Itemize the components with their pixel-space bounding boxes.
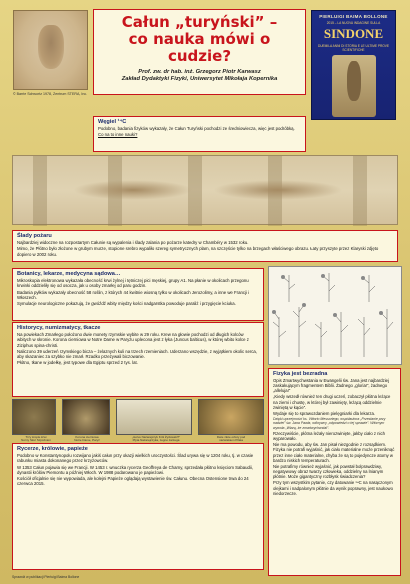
- plant-sketch: [358, 317, 370, 357]
- slady-title: Ślady pożaru: [17, 233, 52, 239]
- photo-coins-pilate: [198, 399, 264, 435]
- rycerze-p2: W 1353 Całun pojawia się we Francji. W 1453 r. wnuczka rycerza Geoffreya de Charny, sprzedała płótno księciom Sabaudii, dynastii królów Piemontu a później Włoch. W 1988 podarowano je papieżowi.: [17, 464, 254, 475]
- botanicy-title: Botanicy, lekarze, medycyna sądowa…: [17, 271, 121, 277]
- plant-sketch: [283, 275, 295, 302]
- flower: [272, 310, 276, 314]
- photo-row: [12, 399, 264, 441]
- rycerze-p3: Kościół oficjalnie się nie wypowiada, ale kolejni Papieże oglądają wystawienie św. Całunu. Obecna Ostensione trwa do 24 czerwca 2015.: [17, 476, 249, 487]
- flower: [321, 274, 325, 278]
- plant-sketch: [335, 312, 348, 357]
- flower: [302, 303, 306, 307]
- photo-caption: Trzy krople krwi Norny Słoń Szpóżnion: [21, 435, 51, 443]
- wegiel-title: Węgiel ¹⁴C: [98, 119, 127, 125]
- slady-p1: Najbardziej widoczne na rozpostartym Całunie są wypalenia i ślady zalania po pożarze katedry w Chambéry w 1532 roku.: [17, 240, 249, 245]
- rycerze-title: Rycerze, królowie, papieże: [17, 446, 88, 452]
- book-tagline: DUEMILA ANNI DI STORIA E LE ULTIME PROVE SCIENTIFICHE: [317, 44, 390, 52]
- fizyka-p1: Opis Zmartwychwstania w Ewangelii św. Jana jest najbardziej zaskakującym fragmentem Biblii. Żadnego „gloria!”, żadnego „alleluja!”: [273, 378, 389, 394]
- flower: [361, 276, 365, 280]
- botanicy-p2: Badania pyłków wykazały obecność 58 roślin, z których 44 kwitnie wiosną tylko w okolicach Jerozolimy, a inne we Francji i Włoszech.: [17, 289, 250, 300]
- photo-caption: Dwie złote ozłoty pod nazwiskiem Pilata: [216, 435, 246, 443]
- burn-mark: [353, 156, 367, 226]
- photo-caption: „Jezus Nazarejczyk Król Żydowski?” Płyta Nazarejczyka, zegno Jarzega: [131, 435, 181, 443]
- fizyka-p6: Nie potrafimy również wyjaśnić, jak powstał bolprawdziwy, negatywowy obraz twarzy człowieka, oddzielny na lnianym płótnie. Może gigantyczny rozbłysk świadczenia?: [273, 463, 384, 480]
- fizyka-note: Dzięki uprzejmości ks. Vittorio Messoriego, współautora „Przesłanie przy nadziei” św. Jana Pawła, odkrywcy „odpowiedzi o tej sprawie”. Wtórnym wywoła „Wiarą, że zmartwychwstał”.: [273, 417, 386, 430]
- shroud-full-image: [12, 155, 398, 225]
- flower: [333, 313, 337, 317]
- plant-sketch: [293, 305, 306, 357]
- fizyka-p2: „Kiedy wszedł również ten drugi uczeń, zobaczył płótna leżące na ziemi i chustę, w której był zawinięty, leżącą oddzielnie zwiniętą w kącie”.: [273, 394, 391, 410]
- frontal-image: [73, 180, 193, 200]
- book-author: PIERLUIGI BAIMA BOLLONE: [319, 14, 388, 19]
- fizyka-p5: Nie ma powodu, aby św. Jan pisał niezgodnie z rozsądkiem. Fizyka nie potrafi wyjaśnić, jak ciało materialne może przeniknąć przez inne ciało materialne, chyba że są to pojedyncze atomy w bardzo niskich temperaturach.: [273, 442, 395, 463]
- historycy-p2: Naliczono 39 uderzeń rzymskiego bicza – żelaznych kuli na trzech rzemieniach. Uderzano wszędzie, z wyjątkiem okolic serca, aby skazaniec za szybko nie zmarł. Rzadko przeżywali biczowanie.: [17, 348, 258, 360]
- photo-caption: Korona cierniowa Notre Dame, Paryż: [74, 435, 100, 443]
- plant-drawings: [269, 267, 403, 366]
- fizyka-p7: Przy tym wszystkim pytanie, czy datowanie ¹⁴C na nasączonym olejkami i nadpalonym płótnie da wynik poprawny, jest naukowo niedorzecze.: [273, 480, 393, 496]
- title-line-2: co nauka mówi o cudzie?: [128, 30, 271, 65]
- historycy-p1: Na powiekach Zmarłego położono dwie monety rzymskie wybite w 29 roku. Krew na głowie pochodzi od długich kolców wbitych w skronie. Korona cierniowa w Notre Dame w Paryżu uplecona jest z łyka (Juncus balticus), w której wbito kolce z Ziziphus spina-christi.: [17, 332, 249, 348]
- plant-sketch: [315, 322, 327, 357]
- botanicy-p3: Symulacje neurologiczne pokazują, że gwóźdź wbity między kości nadgarstka powoduje paraliż i przygięcie kciuka.: [17, 301, 236, 307]
- flower: [281, 275, 285, 279]
- photo-crown: [62, 399, 110, 435]
- book-subtitle: 2015 – LA NUOVA INDAGINE SULLA: [326, 21, 381, 25]
- book-cover: [311, 10, 396, 120]
- affiliation: Zakład Dydaktyki Fizyki, Uniwersytet Mikołaja Kopernika: [121, 76, 278, 82]
- book-shroud-art: [332, 55, 376, 117]
- wegiel-text: Podobno, badania fizyków wykazały, że Całun Turyński pochodzi ze średniowiecza, więc jest podróbką.: [98, 126, 295, 131]
- fizyka-p4: Rzeczywiście, płótna leżały nierozwinięte, jakby ciało z nich wyparowało.: [273, 430, 385, 442]
- rycerze-p1: Podobno w Konstantynopolu rozwijano jakiś całun przy okazji wielkich uroczystości. Ślad urywa się w 1204 roku, tj. w czasie rabunku miasta dokonanego przez krzyżowców.: [17, 453, 254, 464]
- dorsal-image: [213, 180, 343, 200]
- historycy-title: Historycy, numizmatycy, tkacze: [17, 325, 101, 331]
- shroud-face-image: [13, 10, 88, 90]
- plant-sketch: [273, 312, 286, 357]
- slady-box: [12, 230, 398, 262]
- face-caption: © Barrie Schwortz 1978, Zentrum STERA, Inc.: [13, 92, 88, 96]
- fizyka-title: Fizyka jest bezradna: [273, 371, 328, 377]
- fizyka-box: [268, 368, 401, 576]
- slady-p2: Mimo, że Płótno było złożone w grubym murze, stopione srebro wypaliło szereg symetrycznych plam, na szczęście tylko na brzegach właściwego obrazu. Łaty przyszyte przez Klaryski zdjęto dopiero w 2002 roku.: [17, 246, 379, 257]
- botanicy-box: [12, 268, 264, 321]
- rycerze-box: [12, 443, 264, 570]
- historycy-p3: Płótno, tkane w jodełkę, jest typowe dla Egiptu sprzed 2 tys. lat.: [17, 360, 138, 366]
- plant-sketch: [323, 273, 335, 302]
- title-line-1: Całun „turyński” –: [121, 13, 278, 31]
- plant-sketch: [363, 275, 375, 302]
- face-figure: [38, 25, 64, 69]
- footer-note: Sprawdź w publikacji Pierluigi Baima Bollone: [12, 575, 80, 579]
- wegiel-question: Co na to inne nauki?: [98, 132, 138, 138]
- author: Prof. zw. dr hab. inż. Grzegorz Piotr Karwasz: [138, 69, 261, 75]
- plant-sketch: [381, 309, 393, 357]
- photo-coin: [12, 399, 56, 435]
- plants-diagram: [268, 266, 402, 365]
- botanicy-p1: Mikroskopia elektronowa wykazała obecność krwi żylnej i tętniczej pici męskiej, grupy A1. Na płanie w okolicach przegonu krwinki oddzieliły się od osocza, jak u osoby zmarłej od paru godzin.: [17, 278, 249, 289]
- title-box: [93, 9, 306, 95]
- flower: [379, 311, 383, 315]
- fizyka-p3: Wydaje się to sprawozdaniem pielęgniarki dla lekarza.: [273, 410, 376, 416]
- wegiel-box: [93, 116, 306, 152]
- book-title: SINDONE: [323, 26, 384, 41]
- historycy-box: [12, 322, 264, 397]
- burn-mark: [33, 156, 47, 226]
- photo-inscription: [116, 399, 192, 435]
